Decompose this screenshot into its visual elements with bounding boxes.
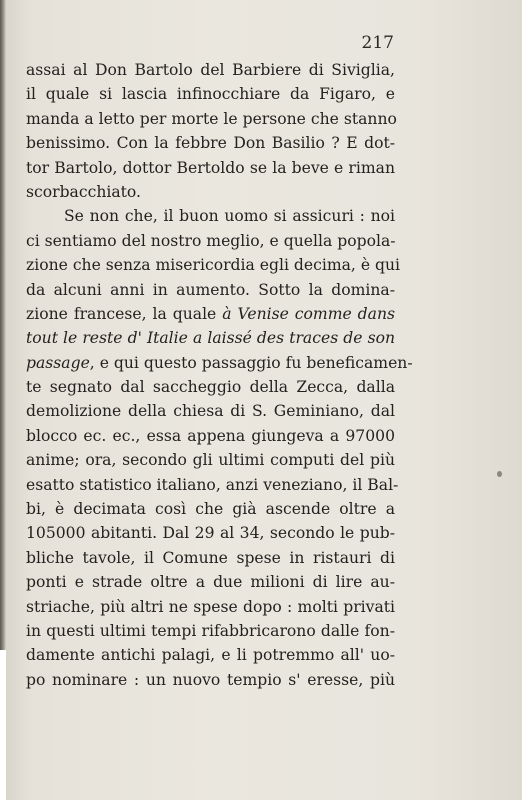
text-line: assai al Don Bartolo del Barbiere di Siviglia, bbox=[26, 61, 395, 79]
italic-quote: passage bbox=[26, 353, 90, 372]
page-edge bbox=[0, 650, 6, 800]
text-line bbox=[26, 326, 395, 350]
text-line: 105000 abitanti. Dal 29 al 34, secondo le pub- bbox=[26, 524, 395, 543]
text-line: ponti e strade oltre a due milioni di lire au- bbox=[26, 573, 395, 592]
text-line: te segnato dal saccheggio della Zecca, dalla bbox=[26, 378, 395, 397]
body-text bbox=[26, 58, 413, 692]
text-line: passage, e qui questo passaggio fu beneficamen- bbox=[26, 353, 413, 372]
text-line: damente antichi palagi, e li potremmo all' uo- bbox=[26, 646, 395, 665]
text-line: blocco ec. ec., essa appena giungeva a 97000 bbox=[26, 426, 395, 445]
text-line: benissimo. Con la febbre Don Basilio ? E dot- bbox=[26, 134, 395, 153]
text-line: il quale si lascia infinocchiare da Figaro, e bbox=[26, 85, 395, 104]
text-line: esatto statistico italiano, anzi veneziano, il Bal- bbox=[26, 475, 399, 494]
page-number: 217 bbox=[361, 33, 394, 53]
text-line: bliche tavole, il Comune spese in ristauri di bbox=[26, 548, 395, 567]
text-line: ci sentiamo del nostro meglio, e quella popola- bbox=[26, 231, 396, 250]
binding-shadow bbox=[0, 0, 6, 650]
text-line: po nominare : un nuovo tempio s' eresse, più bbox=[26, 670, 395, 689]
text-line: bi, è decimata così che già ascende oltre a bbox=[26, 500, 395, 519]
text-line: anime; ora, secondo gli ultimi computi del più bbox=[26, 451, 395, 470]
text-line: Se non che, il buon uomo si assicuri : noi bbox=[64, 207, 395, 226]
text-line: manda a letto per morte le persone che stanno bbox=[26, 109, 397, 128]
text-line: zione francese, la quale à Venise comme dans bbox=[26, 304, 395, 323]
italic-quote: à Venise comme dans bbox=[222, 304, 395, 323]
text-line: demolizione della chiesa di S. Geminiano, dal bbox=[26, 402, 395, 421]
paper-speck bbox=[497, 471, 502, 477]
text-line: zione che senza misericordia egli decima, è qui bbox=[26, 256, 401, 275]
text-line: scorbacchiato. bbox=[26, 182, 141, 201]
text-line: tor Bartolo, dottor Bertoldo se la beve e riman bbox=[26, 158, 395, 177]
italic-quote: tout le reste d' Italie a laissé des traces de son bbox=[26, 329, 395, 348]
text-line: striache, più altri ne spese dopo : molti privati bbox=[26, 597, 395, 616]
text-line: in questi ultimi tempi rifabbricarono dalle fon- bbox=[26, 621, 395, 640]
text-line: da alcuni anni in aumento. Sotto la domina- bbox=[26, 280, 395, 299]
